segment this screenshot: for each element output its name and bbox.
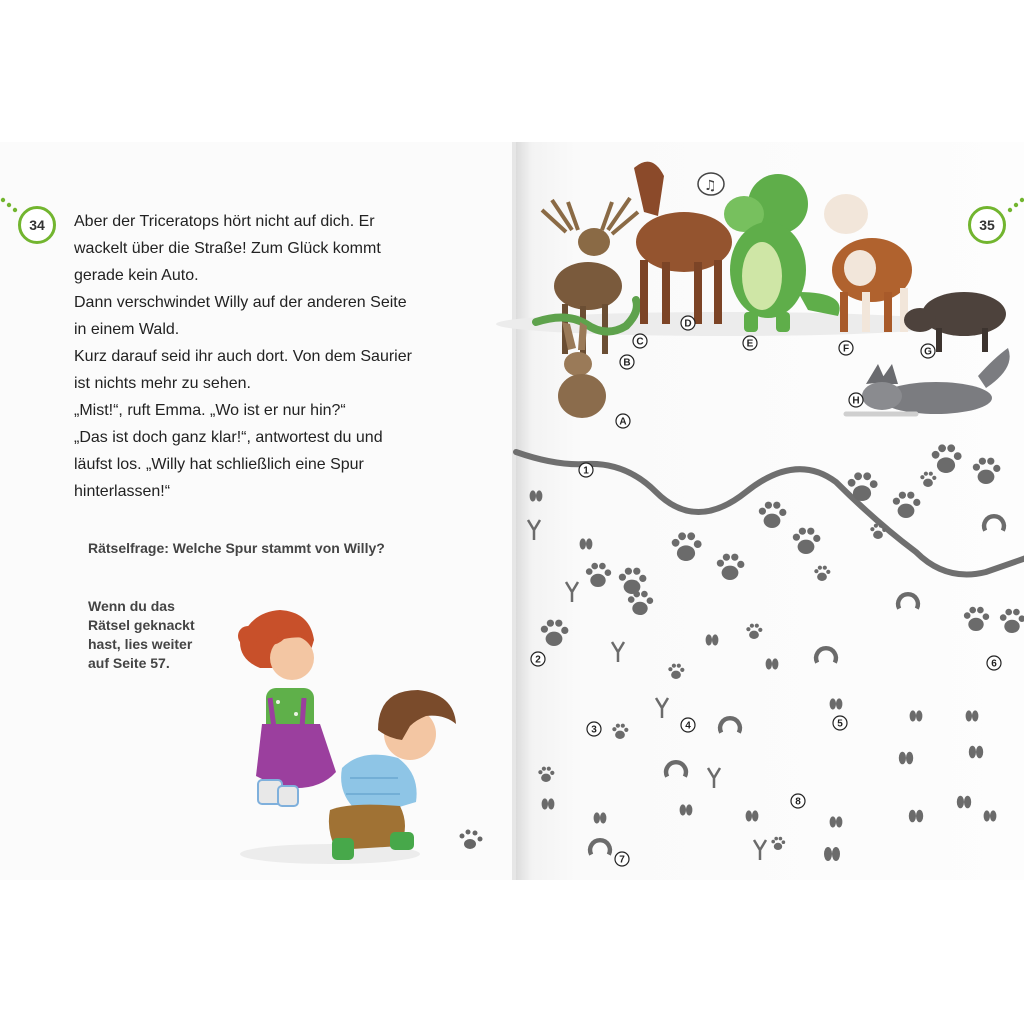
footprint bbox=[816, 648, 836, 662]
footprint bbox=[973, 458, 1001, 484]
animal-label-a bbox=[616, 414, 630, 428]
footprint bbox=[672, 532, 702, 561]
svg-text:7: 7 bbox=[619, 854, 625, 866]
footprint bbox=[680, 804, 693, 815]
footprint bbox=[580, 538, 593, 549]
footprint bbox=[984, 810, 997, 821]
story-line: Aber der Triceratops hört nicht auf dich. Er bbox=[74, 213, 375, 230]
music-note-icon bbox=[698, 173, 724, 195]
hint-line: Rätsel geknackt bbox=[88, 617, 195, 633]
footprint bbox=[628, 591, 653, 615]
animal-label-c bbox=[633, 334, 647, 348]
footprint bbox=[1000, 609, 1024, 633]
animal-label-f bbox=[839, 341, 853, 355]
page-number-right: 35 bbox=[968, 206, 1006, 244]
story-line: „Das ist doch ganz klar!“, antwortest du und bbox=[74, 429, 383, 446]
story-line: gerade kein Auto. bbox=[74, 267, 199, 284]
hint-line: Wenn du das bbox=[88, 598, 175, 614]
svg-text:8: 8 bbox=[795, 796, 801, 808]
footprint bbox=[898, 594, 918, 608]
footprint bbox=[893, 492, 921, 518]
hint-line: hast, lies weiter bbox=[88, 636, 193, 652]
footprint bbox=[538, 767, 554, 782]
triceratops-figure bbox=[724, 174, 840, 332]
footprints bbox=[528, 444, 1024, 861]
svg-text:H: H bbox=[852, 395, 860, 407]
children-illustration bbox=[0, 142, 512, 880]
footprint bbox=[966, 710, 979, 721]
svg-text:3: 3 bbox=[591, 724, 597, 736]
hare-figure bbox=[558, 322, 606, 418]
story-line: wackelt über die Straße! Zum Glück kommt bbox=[74, 240, 381, 257]
svg-text:B: B bbox=[623, 357, 631, 369]
page-number-left: 34 bbox=[18, 206, 56, 244]
svg-text:4: 4 bbox=[685, 720, 691, 732]
footprint bbox=[706, 634, 719, 645]
story-line: Kurz darauf seid ihr auch dort. Von dem Saurier bbox=[74, 348, 412, 365]
footprint bbox=[766, 658, 779, 669]
footprint bbox=[619, 568, 647, 594]
track-label-3 bbox=[587, 722, 601, 736]
svg-text:♫: ♫ bbox=[704, 178, 717, 194]
story-line: läufst los. „Willy hat schließlich eine Spur bbox=[74, 456, 364, 473]
footprint bbox=[717, 554, 745, 580]
footprint bbox=[708, 768, 720, 788]
story-line: „Mist!“, ruft Emma. „Wo ist er nur hin?“ bbox=[74, 402, 346, 419]
track-label-4 bbox=[681, 718, 695, 732]
footprint bbox=[586, 563, 611, 587]
footprint bbox=[984, 516, 1004, 530]
svg-text:C: C bbox=[636, 336, 644, 348]
footprint bbox=[969, 746, 983, 759]
track-label-1 bbox=[579, 463, 593, 477]
story-line: Dann verschwindet Willy auf der anderen Seite bbox=[74, 294, 407, 311]
footprint bbox=[964, 607, 989, 631]
track-label-2 bbox=[531, 652, 545, 666]
svg-text:2: 2 bbox=[535, 654, 541, 666]
book-spread bbox=[0, 142, 1024, 880]
story-line: in einem Wald. bbox=[74, 321, 180, 338]
track-label-5 bbox=[833, 716, 847, 730]
svg-text:F: F bbox=[842, 343, 850, 355]
right-page bbox=[516, 142, 1024, 880]
footprint bbox=[909, 810, 923, 823]
animal-label-g bbox=[921, 344, 935, 358]
paw-print-small bbox=[460, 830, 483, 850]
hint-line: auf Seite 57. bbox=[88, 655, 170, 671]
footprint bbox=[566, 582, 578, 602]
footprint bbox=[668, 664, 684, 679]
track-label-6 bbox=[987, 656, 1001, 670]
track-label-7 bbox=[615, 852, 629, 866]
animal-label-d bbox=[681, 316, 695, 330]
boy-figure bbox=[329, 690, 456, 860]
footprint bbox=[830, 698, 843, 709]
animal-label-e bbox=[743, 336, 757, 350]
riddle-question: Rätselfrage: Welche Spur stammt von Willy? bbox=[88, 540, 385, 556]
emma-figure bbox=[238, 610, 336, 806]
footprint bbox=[746, 810, 759, 821]
left-page bbox=[0, 142, 512, 880]
track-label-8 bbox=[791, 794, 805, 808]
footprint bbox=[612, 642, 624, 662]
footprint bbox=[899, 752, 913, 765]
footprint bbox=[920, 472, 936, 487]
footprint bbox=[542, 798, 555, 809]
footprint bbox=[656, 698, 668, 718]
svg-text:6: 6 bbox=[991, 658, 997, 670]
footprint bbox=[759, 502, 787, 528]
footprint bbox=[771, 837, 785, 850]
animal-label-h bbox=[849, 393, 863, 407]
animals-illustration bbox=[516, 142, 1024, 880]
story-line: hinterlassen!“ bbox=[74, 483, 171, 500]
footprint bbox=[814, 566, 830, 581]
footprint bbox=[594, 812, 607, 823]
footprint bbox=[754, 840, 766, 860]
footprint bbox=[528, 520, 540, 540]
animal-label-b bbox=[620, 355, 634, 369]
svg-text:A: A bbox=[619, 416, 627, 428]
footprint bbox=[793, 528, 821, 554]
svg-text:E: E bbox=[746, 338, 754, 350]
footprint bbox=[932, 444, 962, 473]
footprint bbox=[590, 840, 610, 854]
footprint bbox=[830, 816, 843, 827]
svg-text:5: 5 bbox=[837, 718, 843, 730]
svg-text:1: 1 bbox=[583, 465, 589, 477]
svg-text:D: D bbox=[684, 318, 692, 330]
footprint bbox=[530, 490, 543, 501]
footprint bbox=[541, 620, 569, 646]
footprint bbox=[666, 762, 686, 776]
footprint bbox=[910, 710, 923, 721]
footprint bbox=[720, 718, 740, 732]
footprint bbox=[957, 796, 971, 809]
footprint bbox=[824, 847, 840, 861]
svg-text:G: G bbox=[924, 346, 932, 358]
boar-figure bbox=[904, 292, 1006, 352]
story-line: ist nichts mehr zu sehen. bbox=[74, 375, 251, 392]
footprint bbox=[746, 624, 762, 639]
footprint bbox=[612, 724, 628, 739]
